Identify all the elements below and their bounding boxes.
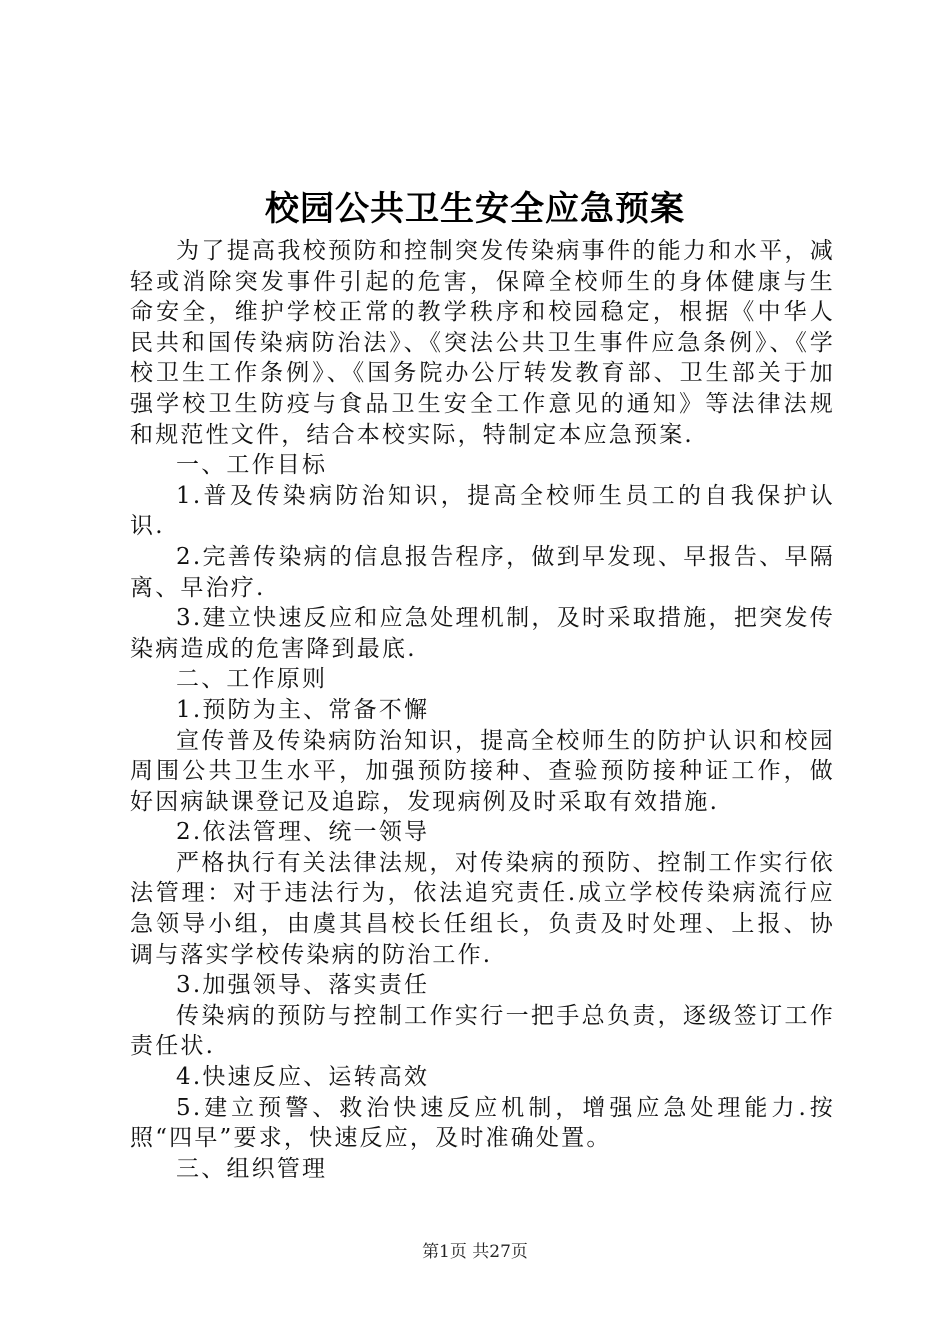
document-body	[130, 236, 835, 1184]
intro-paragraph: 为了提高我校预防和控制突发传染病事件的能力和水平，减轻或消除突发事件引起的危害，保障全校师生的身体健康与生命安全，维护学校正常的教学秩序和校园稳定，根据《中华人民共和国传染病防治法》、《突法公共卫生事件应急条例》、《学校卫生工作条例》、《国务院办公厅转发教育部、卫生部关于加强学校卫生防疫与食品卫生安全工作意见的通知》等法律法规和规范性文件，结合本校实际，特制定本应急预案.	[130, 238, 835, 448]
principle-heading-4: 4.快速反应、运转高效	[176, 1064, 430, 1091]
principle-text-1: 宣传普及传染病防治知识，提高全校师生的防护认识和校园周围公共卫生水平，加强预防接种、查验预防接种证工作，做好因病缺课登记及追踪，发现病例及时采取有效措施.	[130, 727, 835, 815]
section-heading-organization: 三、组织管理	[176, 1155, 328, 1182]
principle-text-3: 传染病的预防与控制工作实行一把手总负责，逐级签订工作责任状.	[130, 1002, 835, 1060]
page-number-footer: 第1页 共27页	[422, 1242, 528, 1262]
section-heading-goals: 一、工作目标	[176, 452, 328, 479]
principle-heading-5: 5.建立预警、救治快速反应机制，增强应急处理能力.按照“四早”要求，快速反应，及时准确处置。	[130, 1094, 835, 1152]
goal-item-2: 2.完善传染病的信息报告程序，做到早发现、早报告、早隔离、早治疗.	[130, 543, 835, 601]
principle-heading-2: 2.依法管理、统一领导	[176, 819, 430, 846]
principle-text-2: 严格执行有关法律法规，对传染病的预防、控制工作实行依法管理：对于违法行为，依法追究责任.成立学校传染病流行应急领导小组，由虞其昌校长任组长，负责及时处理、上报、协调与落实学校传染病的防治工作.	[130, 849, 835, 968]
document-title: 校园公共卫生安全应急预案	[265, 189, 685, 229]
goal-item-1: 1.普及传染病防治知识，提高全校师生员工的自我保护认识.	[130, 482, 835, 540]
goal-item-3: 3.建立快速反应和应急处理机制，及时采取措施，把突发传染病造成的危害降到最底.	[130, 605, 835, 662]
principle-heading-3: 3.加强领导、落实责任	[176, 972, 430, 999]
principle-heading-1: 1.预防为主、常备不懈	[176, 696, 430, 723]
section-heading-principles: 二、工作原则	[176, 666, 328, 693]
